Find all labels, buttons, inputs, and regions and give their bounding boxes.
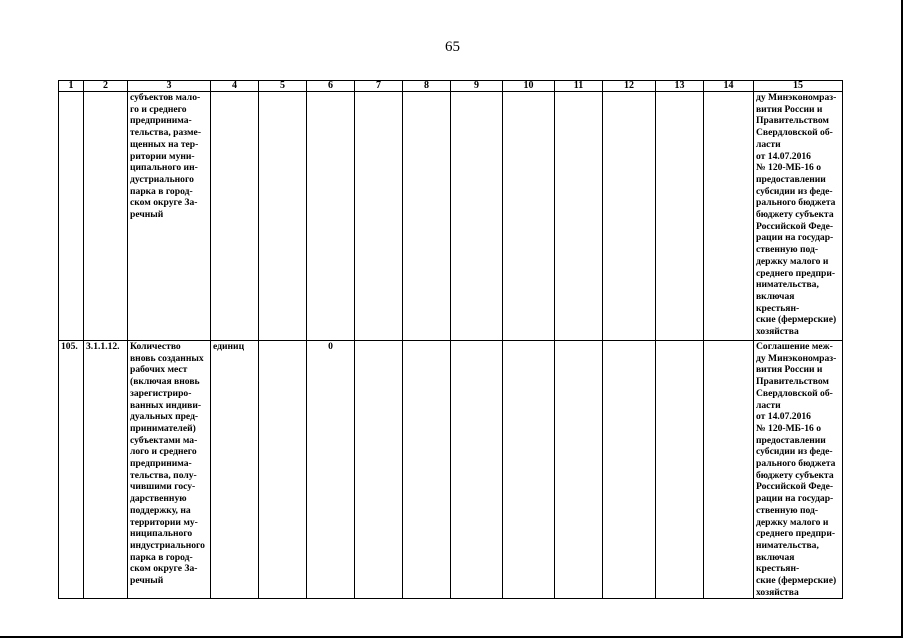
value-cell [451,92,503,341]
col-header-3: 3 [128,81,211,92]
value-cell [403,341,451,599]
col-header-12: 12 [603,81,656,92]
source-document: Соглашение меж- ду Минэкономраз- вития России и Правительством Свердловской об- ласти от 14.07.2016 № 120-МБ-16 о предоставлении субсидии из феде- рального бюджета бюджету субъекта Российской Феде- рации на государ- ственную под- держку малого и среднего предпри- нимательства, включая крестьян- ские (фермерские) хозяйства [754,341,843,599]
row-number [59,92,84,341]
value-cell [704,92,754,341]
col-header-8: 8 [403,81,451,92]
value-cell [259,92,307,341]
value-cell [259,341,307,599]
col-header-7: 7 [355,81,403,92]
col-header-10: 10 [503,81,555,92]
col-header-6: 6 [307,81,355,92]
unit: единиц [211,341,259,599]
col-header-1: 1 [59,81,84,92]
value-cell [307,92,355,341]
value-cell: 0 [307,341,355,599]
value-cell [603,92,656,341]
value-cell [355,92,403,341]
col-header-9: 9 [451,81,503,92]
col-header-4: 4 [211,81,259,92]
col-header-13: 13 [656,81,704,92]
row-number: 105. [59,341,84,599]
row-code [84,92,128,341]
value-cell [704,341,754,599]
source-document: ду Минэкономраз- вития России и Правительством Свердловской об- ласти от 14.07.2016 № 120-МБ-16 о предоставлении субсидии из феде- рального бюджета бюджету субъекта Российской Феде- рации на государ- ственную под- держку малого и среднего предпри- нимательства, включая крестьян- ские (фермерские) хозяйства [754,92,843,341]
col-header-5: 5 [259,81,307,92]
header-row [59,81,843,92]
col-header-14: 14 [704,81,754,92]
col-header-11: 11 [555,81,603,92]
indicator-name: Количество вновь созданных рабочих мест (включая вновь зарегистриро- ванных индиви- дуальных пред- принимателей) субъектами ма- лого и среднего предпринима- тельства, полу- чившими госу- дарственную поддержку, на территории му- ниципального индустриального парка в город- ском округе За- речный [128,341,211,599]
value-cell [555,341,603,599]
value-cell [503,341,555,599]
value-cell [603,341,656,599]
value-cell [403,92,451,341]
value-cell [656,341,704,599]
value-cell [503,92,555,341]
indicator-name: субъектов мало- го и среднего предпринима- тельства, разме- щенных на тер- ритории муни- ципального ин- дустриального парка в город- ском округе За- речный [128,92,211,341]
value-cell [656,92,704,341]
col-header-2: 2 [84,81,128,92]
row-code: 3.1.1.12. [84,341,128,599]
col-header-15: 15 [754,81,843,92]
data-table [58,80,843,599]
unit [211,92,259,341]
value-cell [555,92,603,341]
value-cell [451,341,503,599]
table-row [59,341,843,599]
value-cell [355,341,403,599]
table-row [59,92,843,341]
page-number: 65 [445,39,460,55]
